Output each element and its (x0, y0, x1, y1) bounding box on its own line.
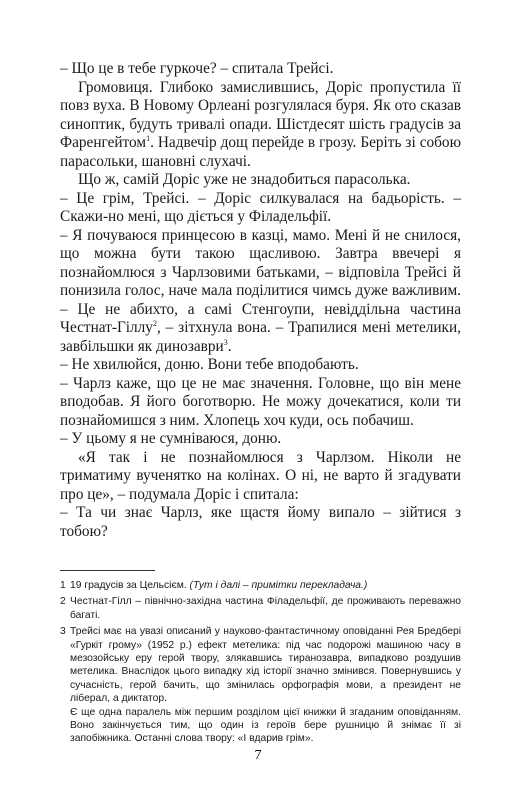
footnotes (60, 579, 461, 746)
footnote-3-number: 3 (60, 626, 66, 638)
paragraph-7: – Чарлз каже, що це не має значення. Головне, що він мене вподобав. Я його боготворю. Не можу дочекатися, коли ти познайомишся з ним. Хлопець хоч куди, ось побачиш. (60, 374, 461, 429)
paragraph-3: Що ж, самій Доріс уже не знадобиться парасолька. (78, 171, 411, 188)
paragraph-9: «Я так і не познайомлюся з Чарлзом. Ніколи не триматиму вученятко на колінах. О ні, не варто й згадувати про це», – подумала Доріс і спитала: (60, 448, 461, 503)
paragraph-2-part-a: Громовиця. Глибоко замислившись, Доріс пропустила її повз вуха. В Новому Орлеані розгулялася буря. Як ото сказав синоптик, будуть тривалі опади. Шістдесят шість градусів за Фаренгейтом (60, 78, 461, 151)
footnote-ref-1: 1 (146, 133, 151, 143)
paragraph-5-part-b: , – зітхнула вона. – Трапилися мені метелики, завбільшки як динозаври (60, 319, 461, 355)
footnote-2-number: 2 (60, 596, 66, 608)
footnote-3 (60, 625, 461, 746)
paragraph-2 (60, 79, 461, 172)
footnote-divider (60, 570, 155, 571)
footnote-2-text: Честнат-Гілл – північно-західна частина Філадельфії, де проживають переважно багаті. (70, 596, 461, 621)
paragraph-5 (60, 227, 461, 357)
paragraph-5-part-c: . (227, 337, 232, 355)
footnote-3-continuation: Є ще одна паралель між першим розділом цієї книжки й згаданим оповіданням. Воно закінчується тим, що один із героїв бере рушницю й знімає її зі запобіжника. Останні слова твору: «І вдарив грім». (70, 706, 461, 745)
paragraph-8: – У цьому я не сумніваюся, доню. (60, 430, 282, 447)
paragraph-10: – Та чи знає Чарлз, яке щастя йому випало – зійтися з тобою? (60, 504, 461, 540)
page-number: 7 (254, 748, 262, 763)
footnote-ref-3: 3 (223, 337, 228, 347)
footnote-1-text: 19 градусів за Цельсієм. (70, 580, 187, 591)
footnote-1-number: 1 (60, 580, 66, 591)
footnote-1 (60, 579, 461, 592)
footnote-3-text: Трейсі має на увазі описаний у науково-фантастичному оповіданні Рея Бредбері «Гуркіт грому» (1952 р.) ефект метелика: під час подорожі машиною часу в мезозойську еру герой твору, злякавшись тиранозавра, випадково роздушив метелика. Внаслідок цього випадку хід історії значно змінився. Повернувшись у сучасність, герой бачить, що змінилась орфографія мови, а президент не ліберал, а диктатор. (70, 626, 461, 705)
paragraph-6: – Не хвилюйся, доню. Вони тебе вподобають. (60, 356, 359, 373)
footnote-2 (60, 595, 461, 622)
paragraph-2-part-b: . Надвечір дощ перейде в грозу. Беріть зі собою парасольки, шановні слухачі. (60, 134, 461, 170)
paragraph-1: – Що це в тебе гуркоче? – спитала Трейсі. (60, 60, 334, 77)
footnote-1-italic: (Тут і далі – примітки перекладача.) (189, 580, 368, 591)
paragraph-4: – Це грім, Трейсі. – Доріс силкувалася на бадьорість. – Скажи-но мені, що діється у Філадельфії. (60, 189, 461, 225)
footnote-ref-2: 2 (152, 318, 157, 328)
body-text (60, 60, 461, 541)
paragraph-5-part-a: – Я почуваюся принцесою в казці, мамо. Мені й не снилося, що можна бути такою щасливою. Завтра ввечері я познайомлюся з Чарлзовими батьками, – відповіла Трейсі й понизила голос, наче мала поділитися чимсь дуже важливим. – Це не абихто, а самі Стенгоупи, невіддільна частина Честнат-Гіллу (60, 226, 461, 336)
